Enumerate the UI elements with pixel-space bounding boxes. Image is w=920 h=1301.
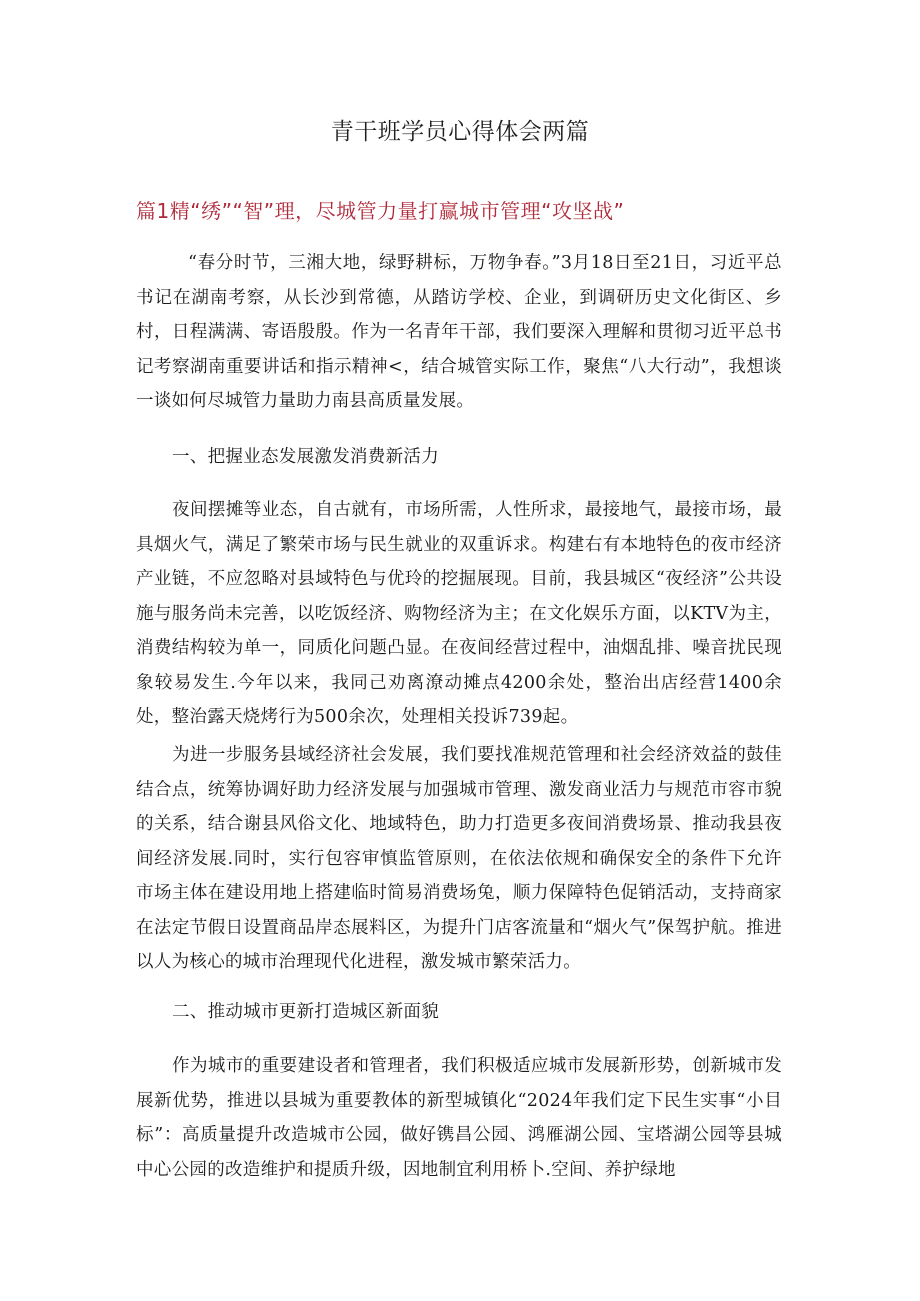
paragraph-night-economy: 夜间摆摊等业态，自古就有，市场所需，人性所求，最接地气，最接市场，最具烟火气，满足了繁荣市场与民生就业的双重诉求。构建右有本地特色的夜市经济产业链，不应忽略对县域特色与优玲的挖掘展现。目前，我县城区“夜经济”公共设施与服务尚未完善，以吃饭经济、购物经济为主；在文化娱乐方面，以KTV为主，消费结构较为单一，同质化问题凸显。在夜间经营过程中，油烟乱排、噪音扰民现象较易发生.今年以来，我同己劝离潦动摊点4200余处，整治出店经营1400余处，整治露天烧烤行为500余次，处理相关投诉739起。: [136, 500, 782, 727]
section-heading-2: 二、推动城市更新打造城区新面貌: [172, 1002, 439, 1022]
paragraph-urban-renewal: 作为城市的重要建设者和管理者，我们积极适应城市发展新形势，创新城市发展新优势，推进以县城为重要教体的新型城镇化“2024年我们定下民生实事“小目标”：高质量提升改造城市公园，做好镌昌公园、鸿雁湖公园、宝塔湖公园等县城中心公园的改造维护和提质升级，因地制宜利用桥卜.空间、养护绿地: [136, 1056, 782, 1180]
section-heading-1: 一、把握业态发展激发消费新活力: [172, 447, 439, 467]
document-title: 青干班学员心得体会两篇: [330, 119, 590, 145]
article-subtitle: 篇1精“绣”“智”理，尽城管力量打赢城市管理“攻坚战”: [136, 199, 625, 223]
paragraph-regulation: 为进一步服务县域经济社会发展，我们要找准规范管理和社会经济效益的鼓佳结合点，统筹协调好助力经济发展与加强城市管理、激发商业活力与规范市容市貌的关系，结合谢县风俗文化、地域特色，助力打造更多夜间消费场景、推动我县夜间经济发展.同时，实行包容审慎监管原则，在依法依规和确保安全的条件下允许市场主体在建设用地上搭建临时简易消费场兔，顺力保障特色促销活动，支持商家在法定节假日设置商品岸态展料区，为提升门店客流量和“烟火气”保驾护航。推进以人为核心的城市治理现代化进程，激发城市繁荣活力。: [136, 745, 782, 972]
paragraph-intro: “春分时节，三湘大地，绿野耕标，万物争春。”3月18日至21日，习近平总书记在湖南考察，从长沙到常德，从踏访学校、企业，到调研历史文化街区、乡村，日程满满、寄语殷殷。作为一名青年干部，我们要深入理解和贯彻习近平总书记考察湖南重要讲话和指示精神<，结合城管实际工作，聚焦“八大行动”，我想谈一谈如何尽城管力量助力南县高质量发展。: [136, 253, 782, 411]
